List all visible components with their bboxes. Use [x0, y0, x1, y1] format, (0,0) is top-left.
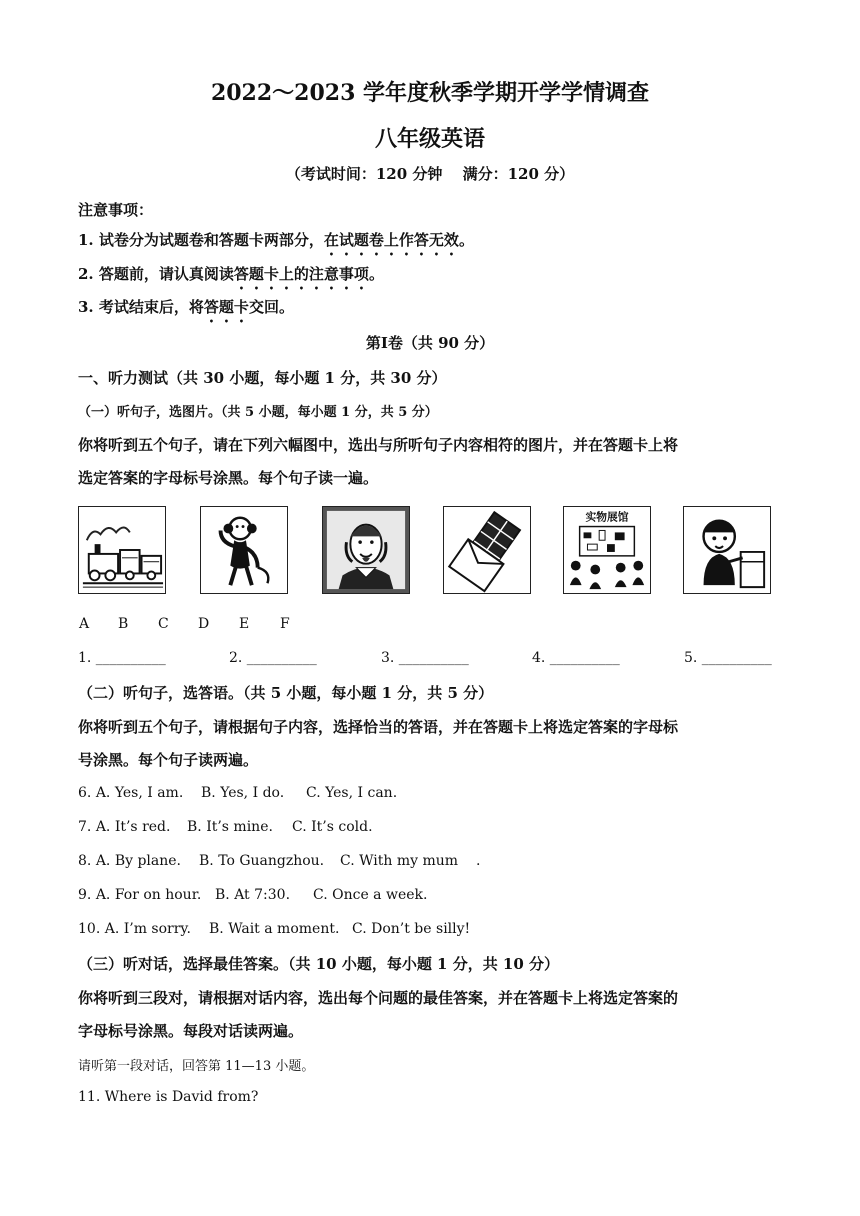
note-text: 试卷分为试题卷和答题卡两部分， [98, 231, 324, 249]
option-c: C. Yes, I can. [306, 785, 398, 801]
note-number: 3. [78, 298, 94, 316]
option-a: A. Yes, I am. [95, 785, 184, 801]
option-a: A. For on hour. [95, 887, 202, 903]
note-emphasis: 答题卡上的注意事项 [233, 265, 369, 283]
trailing-period: . [476, 853, 481, 869]
exam-title: 2022～2023 学年度秋季学期开学学情调查 [210, 80, 650, 106]
picture-b [200, 506, 288, 594]
option-a: A. By plane. [95, 853, 182, 869]
option-b: B. Wait a moment. [209, 921, 340, 937]
sub1-instruction: 选定答案的字母标号涂黑。每个句子读一遍。 [78, 469, 379, 487]
note-text: 答题前，请认真阅读 [98, 265, 234, 283]
sub2-instruction: 你将听到五个句子，请根据句子内容，选择恰当的答语，并在答题卡上将选定答案的字母标 [78, 718, 679, 736]
note-end: 。 [368, 265, 384, 283]
sub3-title: （三）听对话，选择最佳答案。（共 10 小题，每小题 1 分，共 10 分） [78, 955, 560, 973]
option-a: A. I’m sorry. [104, 921, 191, 937]
answer-blank-4[interactable]: 4. __________ [532, 650, 620, 666]
notes-heading: 注意事项： [78, 201, 154, 219]
picture-label-a: A [79, 616, 90, 632]
question-9 [78, 887, 201, 903]
sub3-instruction: 字母标号涂黑。每段对话读两遍。 [78, 1022, 304, 1040]
sub2-instruction: 号涂黑。每个句子读两遍。 [78, 751, 259, 769]
option-b: B. At 7:30. [215, 887, 291, 903]
note-emphasis: 在试题卷上作答无效 [323, 231, 459, 249]
note-text: 考试结束后，将 [98, 298, 204, 316]
answer-blank-1[interactable]: 1. __________ [78, 650, 166, 666]
sub2-title: （二）听句子，选答语。（共 5 小题，每小题 1 分，共 5 分） [78, 684, 494, 702]
option-c: C. Don’t be silly! [352, 921, 471, 937]
monkey-icon [201, 507, 287, 593]
question-7 [78, 819, 170, 835]
note-item-2 [78, 263, 384, 293]
note-end: 。 [458, 231, 474, 249]
answer-blank-3[interactable]: 3. __________ [381, 650, 469, 666]
option-c: C. It’s cold. [292, 819, 373, 835]
question-10 [78, 921, 191, 937]
picture-label-d: D [198, 616, 210, 632]
dialog-note: 请听第一段对话，回答第 11—13 小题。 [78, 1059, 315, 1074]
question-number: 9. [78, 887, 92, 903]
question-11: 11. Where is David from? [78, 1089, 259, 1105]
part1-title: 第Ⅰ卷（共 90 分） [365, 334, 495, 352]
note-item-3 [78, 296, 294, 326]
picture-label-e: E [239, 616, 250, 632]
note-item-1 [78, 229, 474, 259]
museum-icon [564, 507, 650, 593]
option-b: B. It’s mine. [187, 819, 273, 835]
section1-title: 一、听力测试（共 30 小题，每小题 1 分，共 30 分） [78, 369, 447, 387]
picture-f [683, 506, 771, 594]
answer-blank-2[interactable]: 2. __________ [229, 650, 317, 666]
picture-a [78, 506, 166, 594]
boy-at-desk-icon [684, 507, 770, 593]
option-b: B. Yes, I do. [201, 785, 285, 801]
question-number: 7. [78, 819, 92, 835]
question-number: 6. [78, 785, 92, 801]
sub1-title: （一）听句子，选图片。（共 5 小题，每小题 1 分，共 5 分） [78, 405, 438, 420]
shakespeare-portrait-icon [323, 507, 409, 593]
picture-d [443, 506, 531, 594]
question-number: 8. [78, 853, 92, 869]
chocolate-icon [444, 507, 530, 593]
question-8 [78, 853, 181, 869]
picture-label-b: B [118, 616, 129, 632]
question-number: 10. [78, 921, 101, 937]
note-number: 1. [78, 231, 94, 249]
train-icon [79, 507, 165, 593]
question-6 [78, 785, 183, 801]
exam-info: （考试时间：120 分钟 满分：120 分） [285, 165, 575, 183]
sub3-instruction: 你将听到三段对，请根据对话内容，选出每个问题的最佳答案，并在答题卡上将选定答案的 [78, 989, 679, 1007]
option-b: B. To Guangzhou. [199, 853, 325, 869]
picture-e [563, 506, 651, 594]
museum-sign: 实物展馆 [585, 510, 629, 524]
note-end: 交回。 [248, 298, 294, 316]
picture-label-f: F [280, 616, 290, 632]
picture-label-c: C [158, 616, 169, 632]
note-number: 2. [78, 265, 94, 283]
option-c: C. With my mum [340, 853, 459, 869]
option-c: C. Once a week. [313, 887, 428, 903]
picture-c [322, 506, 410, 594]
note-emphasis: 答题卡 [203, 298, 249, 316]
answer-blank-5[interactable]: 5. __________ [684, 650, 772, 666]
sub1-instruction: 你将听到五个句子，请在下列六幅图中，选出与所听句子内容相符的图片，并在答题卡上将 [78, 436, 679, 454]
exam-subject: 八年级英语 [374, 126, 485, 152]
option-a: A. It’s red. [95, 819, 171, 835]
